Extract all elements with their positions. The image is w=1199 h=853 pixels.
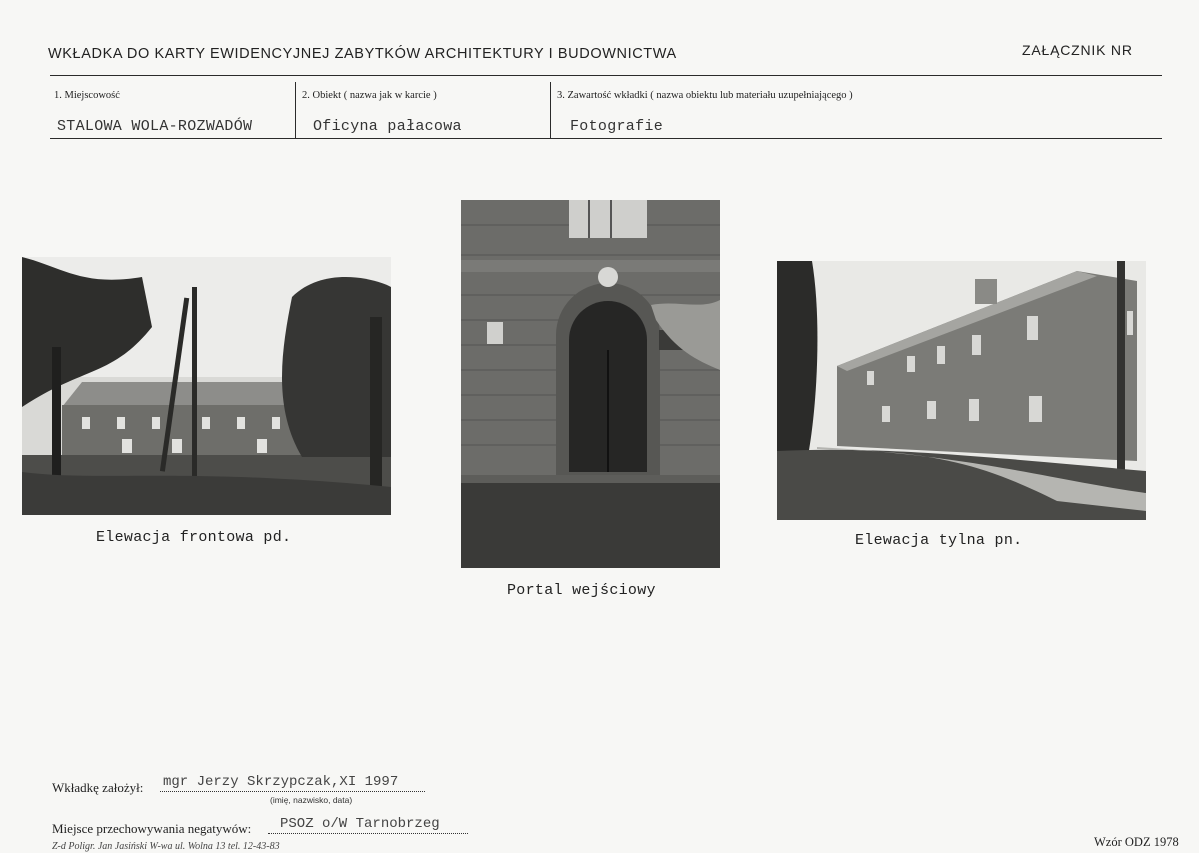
author-label: Wkładkę założył: [52, 780, 144, 795]
caption-front-elevation: Elewacja frontowa pd. [96, 529, 292, 546]
annex-number-label: ZAŁĄCZNIK NR [1022, 42, 1133, 58]
negatives-storage-value: PSOZ o/W Tarnobrzeg [280, 816, 440, 832]
printer-imprint: Z-d Poligr. Jan Jasiński W-wa ul. Wolna 13 tel. 12-43-83 [52, 841, 280, 852]
field-separator [295, 82, 296, 138]
locality-label: 1. Miejscowość [54, 90, 120, 101]
caption-rear-elevation: Elewacja tylna pn. [855, 532, 1023, 549]
form-code: Wzór ODZ 1978 [1094, 835, 1179, 849]
caption-entrance-portal: Portal wejściowy [507, 582, 656, 599]
photo-rear-elevation [777, 261, 1146, 520]
field-separator [550, 82, 551, 138]
object-value: Oficyna pałacowa [313, 118, 462, 135]
form-title: WKŁADKA DO KARTY EWIDENCYJNEJ ZABYTKÓW ARCHITEKTURY I BUDOWNICTWA [48, 46, 677, 62]
photo-front-elevation [22, 257, 391, 515]
photo-entrance-portal [461, 200, 720, 568]
content-value: Fotografie [570, 118, 664, 135]
locality-value: STALOWA WOLA-ROZWADÓW [57, 118, 253, 135]
header-rule-bottom [50, 138, 1162, 139]
object-label: 2. Obiekt ( nazwa jak w karcie ) [302, 90, 437, 101]
content-label: 3. Zawartość wkładki ( nazwa obiektu lub materiału uzupełniającego ) [557, 90, 853, 101]
author-hint: (imię, nazwisko, data) [270, 795, 353, 805]
header-rule-top [50, 75, 1162, 76]
storage-line [268, 833, 468, 834]
negatives-storage-label: Miejsce przechowywania negatywów: [52, 821, 252, 836]
author-line [160, 791, 425, 792]
author-value: mgr Jerzy Skrzypczak,XI 1997 [163, 774, 399, 790]
